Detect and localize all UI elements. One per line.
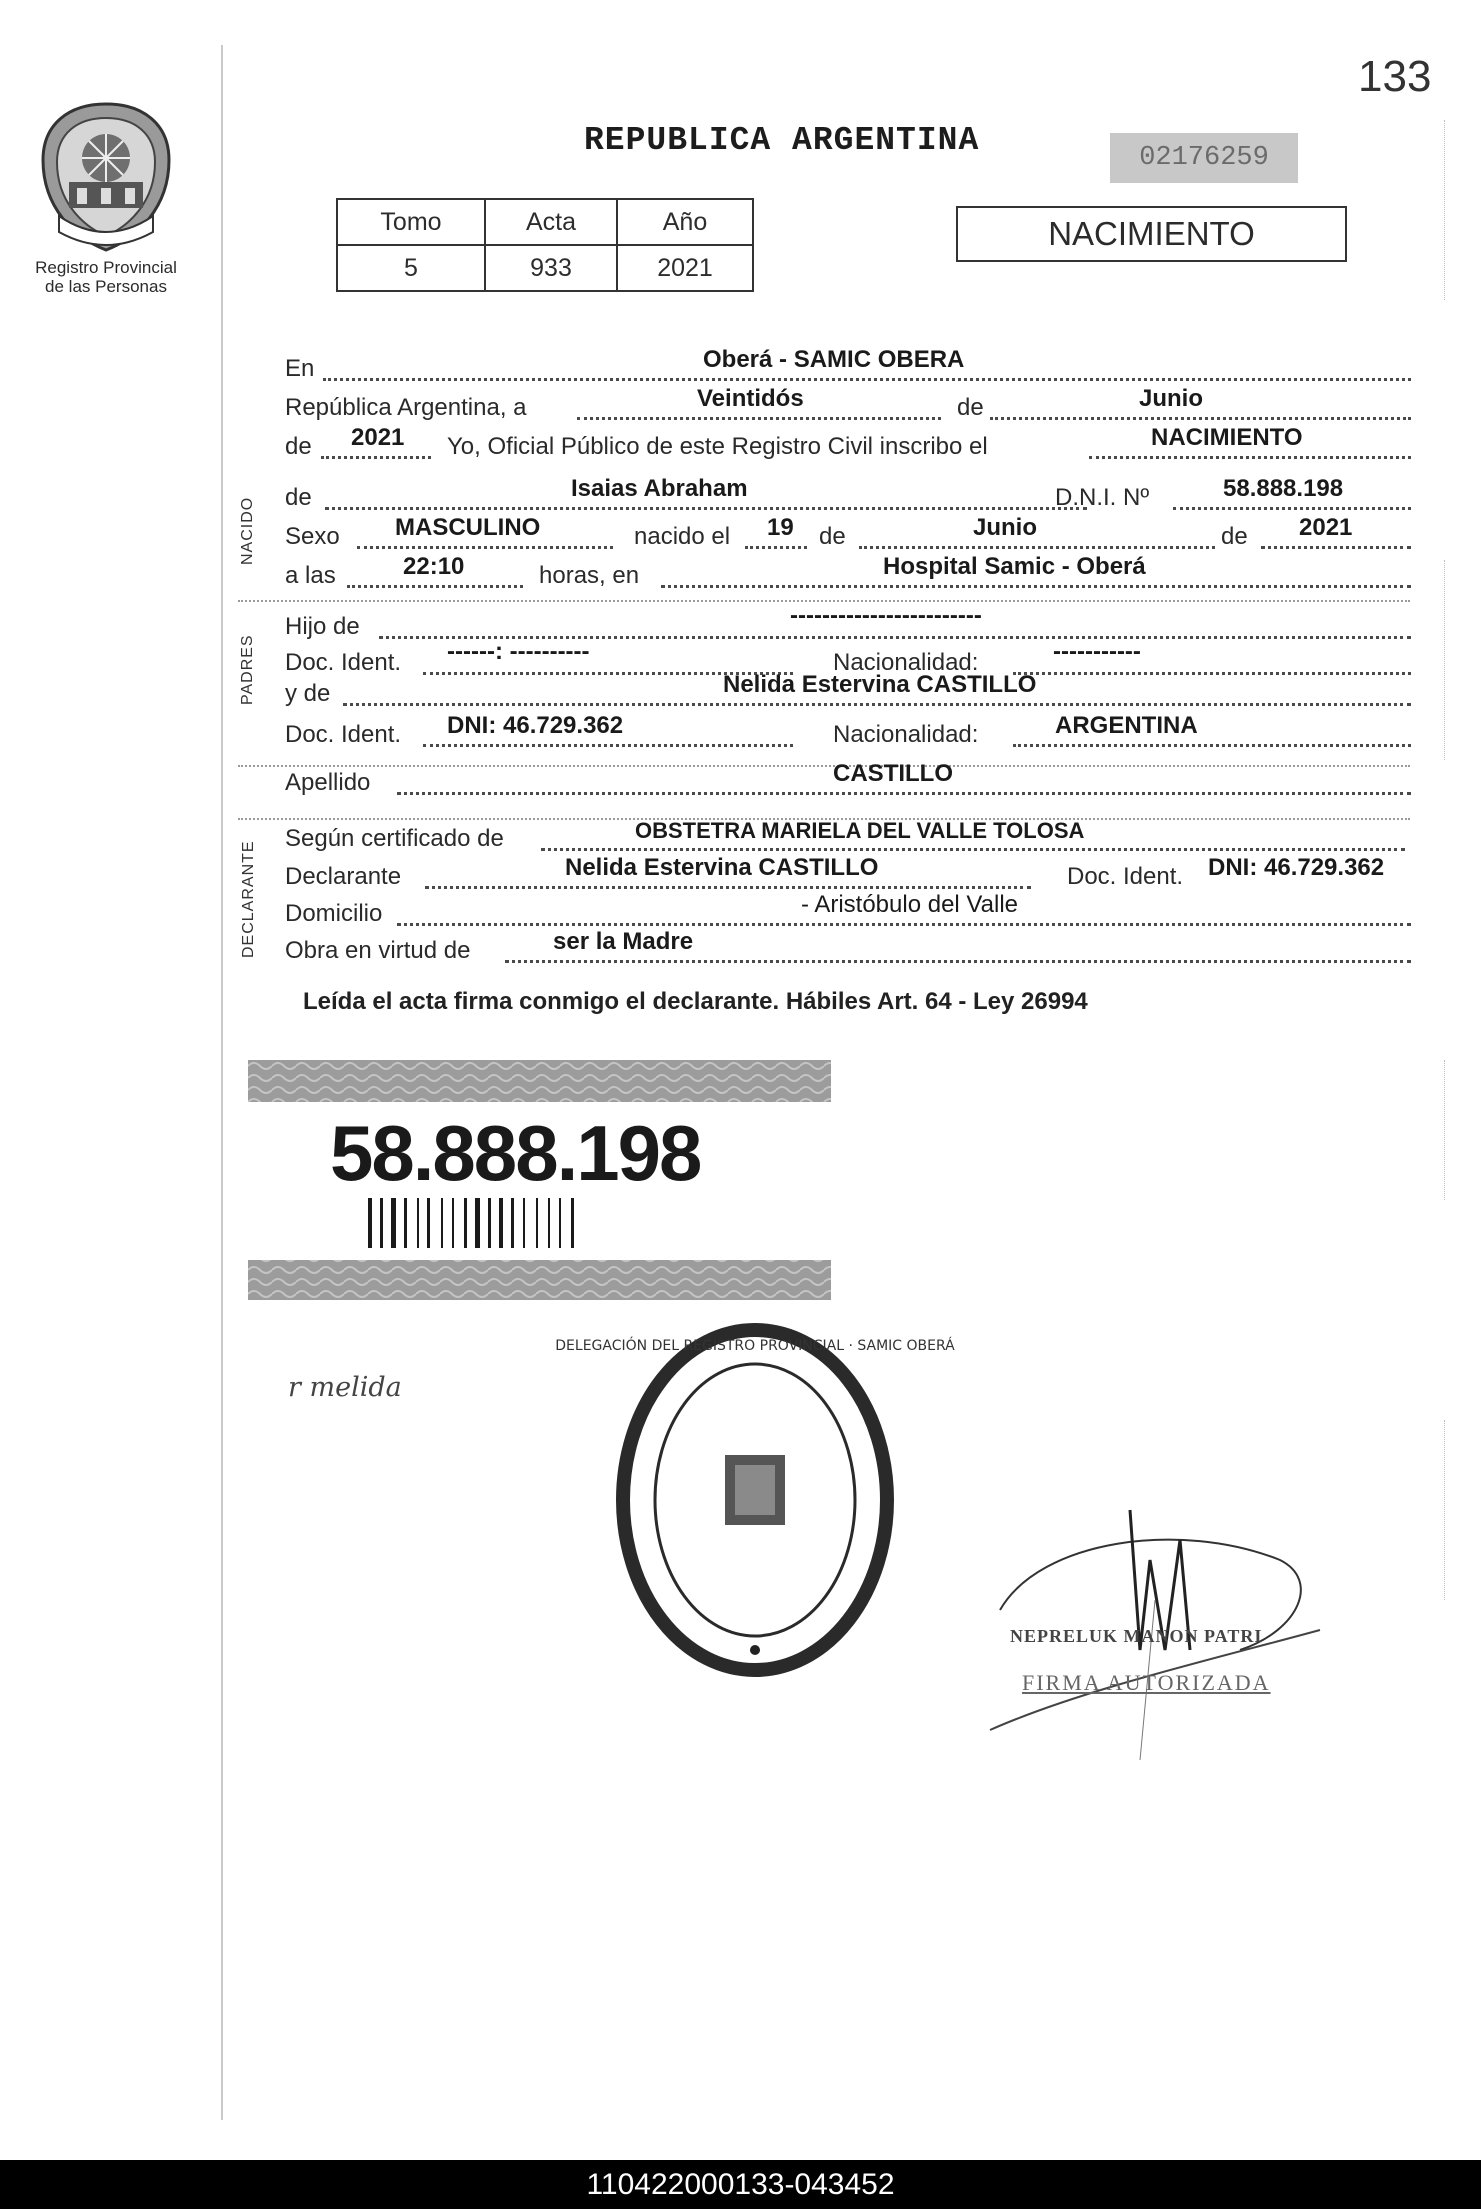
field-value-birth-year: 2021 [1299,514,1353,541]
field-value-mother-nationality: ARGENTINA [1055,712,1198,739]
field-value-dni: 58.888.198 [1223,475,1344,502]
form-line-date [285,385,1411,427]
table-header: Acta [485,199,617,245]
barcode-bar [536,1198,538,1248]
field-value-address: - Aristóbulo del Valle [801,891,1019,918]
form-line-inscribe [285,424,1411,466]
field-label: En [285,355,315,382]
form-line-mother-doc [285,712,1411,754]
dotted-leader [343,703,1411,706]
barcode-bar [441,1198,443,1248]
field-label: de [285,433,312,460]
field-value-birth-place: Hospital Samic - Oberá [883,553,1146,580]
dotted-leader [990,417,1411,420]
field-label: Doc. Ident. [285,721,402,748]
registry-name-line2: de las Personas [45,277,167,296]
field-value-place: Oberá - SAMIC OBERA [703,346,965,373]
field-value-birth-month: Junio [973,514,1037,541]
field-value-sex: MASCULINO [395,514,541,541]
barcode-bar [523,1198,525,1248]
dotted-leader [321,456,431,459]
dotted-leader [397,923,1411,926]
edge-dots [1444,560,1445,760]
dotted-leader [661,585,1411,588]
field-value-month: Junio [1139,385,1203,412]
tomo-acta-ano-table [336,198,754,292]
dotted-leader [577,417,941,420]
dotted-leader [1173,507,1411,510]
field-label: y de [285,680,331,707]
edge-dots [1444,1060,1445,1200]
field-label: Doc. Ident. [285,649,402,676]
table-cell: 2021 [617,245,753,291]
form-line-surname [285,760,1411,802]
document-title: REPUBLICA ARGENTINA [584,122,980,159]
field-label: Apellido [285,769,371,796]
field-value-father: ------------------------ [790,602,982,629]
form-line-capacity [285,928,1411,970]
dotted-leader [1013,672,1411,675]
form-line-birth [285,514,1411,556]
field-label: Nacionalidad: [833,649,979,676]
section-label-padres: PADRES [239,634,256,705]
page-number: 133 [1358,52,1432,101]
dotted-leader [1013,744,1411,747]
field-label: de [819,523,846,550]
dotted-leader [323,378,1411,381]
footer-document-code: 110422000133-043452 [0,2160,1481,2209]
barcode-number: 58.888.198 [330,1109,701,1197]
barcode-bar [391,1198,396,1248]
field-label: Domicilio [285,900,383,927]
barcode-bar [488,1198,491,1248]
barcode-bar [548,1198,550,1248]
dotted-leader [357,546,613,549]
field-label: Obra en virtud de [285,937,471,964]
field-value-father-nationality: ----------- [1053,638,1141,665]
field-label: de [285,484,312,511]
field-label: Nacionalidad: [833,721,979,748]
barcode-bar [475,1198,480,1248]
field-label: D.N.I. Nº [1055,484,1150,511]
field-label: Doc. Ident. [1067,863,1184,890]
field-value-declarant: Nelida Estervina CASTILLO [565,854,879,881]
barcode-bar [417,1198,419,1248]
field-label: Hijo de [285,613,360,640]
barcode-bar [571,1198,574,1248]
signatory-role: FIRMA AUTORIZADA [1022,1670,1271,1695]
barcode-bar [452,1198,454,1248]
barcode-bar [427,1198,430,1248]
edge-dots [1444,1420,1445,1600]
barcode-bar [368,1198,372,1248]
dotted-leader [347,585,523,588]
barcode-bar [380,1198,383,1248]
form-line-certificate [285,818,1411,858]
dotted-leader [423,744,793,747]
field-value-year: 2021 [351,424,405,451]
form-line-time-place [285,553,1411,595]
field-value-day: Veintidós [697,385,804,412]
dotted-leader [1089,456,1411,459]
section-label-declarante: DECLARANTE [240,840,257,958]
table-cell: 933 [485,245,617,291]
field-label: Sexo [285,523,340,550]
registry-name-line1: Registro Provincial [35,258,177,277]
field-label: de [1221,523,1248,550]
barcode-bar [404,1198,407,1248]
dotted-leader [505,960,1411,963]
handwritten-note: r melida [288,1372,402,1403]
signatory-name: NEPRELUK MANON PATRI [1010,1626,1263,1646]
dotted-leader [425,886,1031,889]
barcode-bar [464,1198,467,1248]
serial-number: 02176259 [1110,133,1298,183]
table-header: Año [617,199,753,245]
form-line-name [285,475,1411,517]
field-value-time: 22:10 [403,553,465,580]
stamp-text: DELEGACIÓN DEL REGISTRO PROVINCIAL · SAMIC OBERÁ [555,1338,955,1354]
section-label-nacido: NACIDO [239,496,256,565]
field-label: a las [285,562,336,589]
field-value-mother: Nelida Estervina CASTILLO [723,671,1037,698]
field-label: Yo, Oficial Público de este Registro Civil inscribo el [447,433,988,460]
form-line-mother [285,671,1411,713]
barcode-bar [559,1198,561,1248]
field-value-surname: CASTILLO [833,760,953,787]
field-label: nacido el [634,523,731,550]
field-value-capacity: ser la Madre [553,928,694,955]
field-label: República Argentina, a [285,394,527,421]
dotted-leader [859,546,1215,549]
field-value-certificate: OBSTETRA MARIELA DEL VALLE TOLOSA [635,818,1085,843]
field-value-mother-doc: DNI: 46.729.362 [447,712,624,739]
dotted-leader [397,792,1411,795]
record-type-box: NACIMIENTO [956,206,1347,262]
closing-statement: Leída el acta firma conmigo el declarante. Hábiles Art. 64 - Ley 26994 [303,988,1088,1015]
field-value-father-doc: ------: ---------- [447,638,590,665]
dotted-leader [541,848,1405,851]
dotted-leader [745,546,807,549]
official-round-stamp [555,1310,955,1690]
provincial-seal-icon [33,98,179,256]
form-line-en [285,346,1411,388]
dotted-leader [325,507,1087,510]
barcode-bar [499,1198,503,1248]
field-label: de [957,394,984,421]
field-value-birth-day: 19 [767,514,794,541]
field-value-declarant-doc: DNI: 46.729.362 [1208,854,1385,881]
registry-name [0,258,212,296]
field-value-act-type: NACIMIENTO [1151,424,1303,451]
field-label: Según certificado de [285,825,504,852]
margin-rule [221,45,223,2120]
edge-dots [1444,120,1445,300]
field-label: horas, en [539,562,640,589]
table-header: Tomo [337,199,485,245]
field-label: Declarante [285,863,402,890]
table-cell: 5 [337,245,485,291]
barcode-bar [511,1198,514,1248]
field-value-name: Isaias Abraham [571,475,748,502]
dotted-leader [1261,546,1411,549]
form-line-address [285,891,1411,933]
